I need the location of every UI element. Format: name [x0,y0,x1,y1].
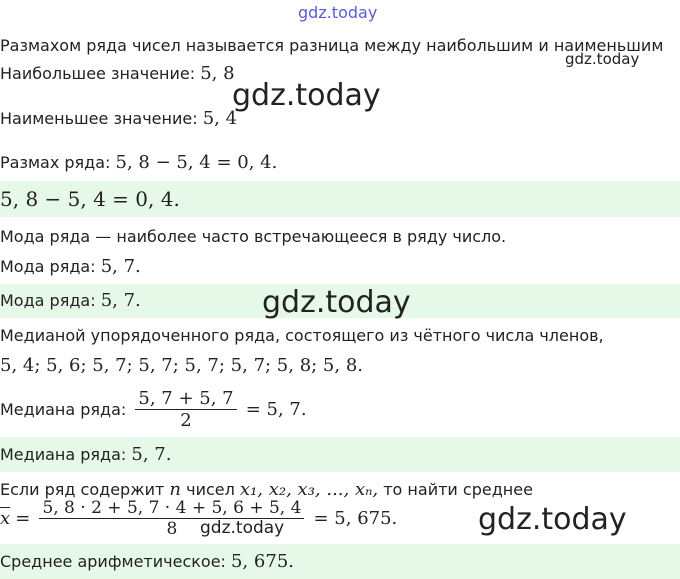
range-definition: Размахом ряда чисел называется разница между наибольшим и наименьшим [0,36,664,55]
median-label: Медиана ряда: [0,400,127,419]
mean-answer-value: 5, 675. [231,551,294,572]
range-answer: 5, 8 − 5, 4 = 0, 4. [0,187,180,211]
mode-definition: Мода ряда — наиболее часто встречающееся в ряду число. [0,227,507,246]
mode-line [0,256,141,278]
mean-xbar: $\overline{x}$ [0,508,11,529]
max-value: 5, 8 [200,63,235,84]
watermark-large: gdz.today [478,502,627,537]
min-value: 5, 4 [202,108,238,129]
median-answer-label: Медиана ряда: [0,445,127,464]
mean-fraction-numerator: 5, 8 · 2 + 5, 7 · 4 + 5, 6 + 5, 4 [42,498,302,518]
watermark-small: gdz.today [200,518,285,538]
mean-intro-part2: чисел [186,480,235,499]
max-value-line [0,63,235,85]
mean-answer [0,551,294,573]
mean-result: = 5, 675. [313,508,398,529]
median-definition: Медианой упорядоченного ряда, состоящего из чётного числа членов, [0,326,604,345]
range-label: Размах ряда: [0,153,111,172]
mean-intro-vars: x₁, x₂, x₃, ..., xₙ, [239,479,379,500]
mode-answer-value: 5, 7. [100,290,141,311]
mean-fraction [39,498,304,539]
range-line [0,152,277,174]
watermark-large: gdz.today [232,78,381,113]
mean-intro-n: n [169,479,182,500]
median-series: 5, 4; 5, 6; 5, 7; 5, 7; 5, 7; 5, 7; 5, 8; 5, 8. [0,355,364,376]
median-fraction-denominator: 2 [180,410,192,431]
min-label: Наименьшее значение: [0,109,198,128]
mode-answer-label: Мода ряда: [0,291,96,310]
median-result: = 5, 7. [245,399,307,420]
median-line [0,388,307,431]
mode-label: Мода ряда: [0,257,96,276]
min-value-line [0,108,237,130]
median-fraction [135,388,236,431]
max-label: Наибольшее значение: [0,64,196,83]
mode-value: 5, 7. [100,256,141,277]
watermark-small: gdz.today [565,50,640,68]
watermark-top: gdz.today [298,3,378,22]
median-fraction-numerator: 5, 7 + 5, 7 [138,388,234,409]
mean-fraction-denominator: 8 [166,519,178,539]
mean-intro-part3: то найти среднее [383,480,533,499]
median-answer [0,444,171,466]
mean-intro-part1: Если ряд содержит [0,480,165,499]
median-answer-value: 5, 7. [131,444,172,465]
mode-answer [0,290,141,312]
mean-answer-label: Среднее арифметическое: [0,552,226,571]
range-expression: 5, 8 − 5, 4 = 0, 4. [115,152,278,173]
mean-formula: $\overline{x}$ = $\frac{5, 8 \cdot 2 + 5, 7 \cdot 4 + 5, 6 + 5, 4}{8}$ = 5, 675. [0,498,398,539]
watermark-large: gdz.today [262,285,411,320]
